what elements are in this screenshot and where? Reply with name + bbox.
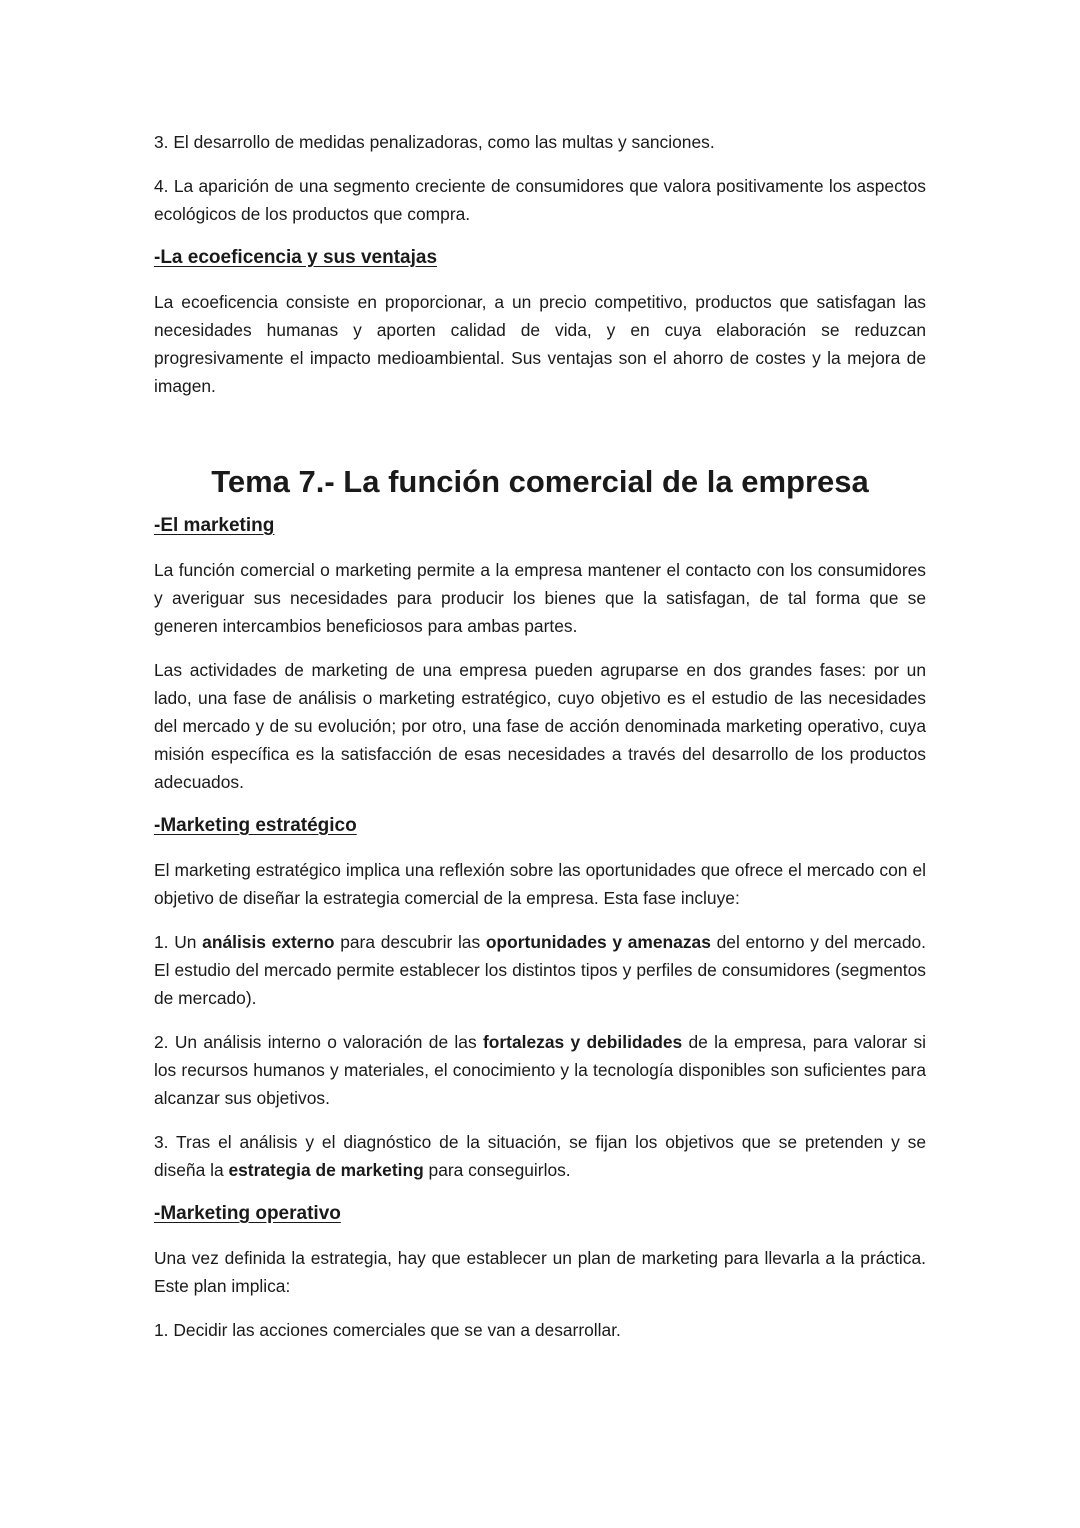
text-run: 2. Un análisis interno o valoración de las: [154, 1032, 483, 1052]
text-run: del entorno y del mercado. El estudio del mercado permite establecer los distintos tipos y perfiles de consumidores (segmentos de mercado).: [154, 932, 927, 1008]
document-page: [154, 128, 926, 1360]
paragraph-ecoeficiencia: La ecoeficencia consiste en proporcionar, a un precio competitivo, productos que satisfagan las necesidades humanas y aporten calidad de vida, y en cuya elaboración se reduzcan progresivamente el impacto medioambiental. Sus ventajas son el ahorro de costes y la mejora de imagen.: [154, 292, 926, 396]
paragraph-operativo-intro: Una vez definida la estrategia, hay que establecer un plan de marketing para llevarla a la práctica. Este plan implica:: [154, 1248, 926, 1296]
bold-term: análisis externo: [202, 932, 335, 952]
bold-term: estrategia de marketing: [228, 1160, 424, 1180]
section-heading-marketing-operativo: -Marketing operativo: [154, 1203, 341, 1224]
list-item-analisis-interno: [154, 1028, 926, 1112]
text-run: 1. Un: [154, 932, 203, 952]
list-item-estrategia: [154, 1128, 926, 1184]
list-item-analisis-externo: [154, 928, 926, 1012]
bold-term: fortalezas y debilidades: [483, 1032, 683, 1052]
list-item-ecological-consumers: 4. La aparición de una segmento creciente de consumidores que valora positivamente los aspectos ecológicos de los productos que compra.: [154, 176, 926, 224]
chapter-title: Tema 7.- La función comercial de la empresa: [211, 464, 869, 499]
list-item-acciones-comerciales: 1. Decidir las acciones comerciales que se van a desarrollar.: [154, 1320, 621, 1340]
paragraph-estrategico-intro: El marketing estratégico implica una reflexión sobre las oportunidades que ofrece el mercado con el objetivo de diseñar la estrategia comercial de la empresa. Esta fase incluye:: [154, 860, 926, 908]
text-run: de la empresa, para valorar si los recursos humanos y materiales, el conocimiento y la tecnología disponibles son suficientes para alcanzar sus objetivos.: [154, 1032, 927, 1108]
paragraph-marketing-phases: Las actividades de marketing de una empresa pueden agruparse en dos grandes fases: por un lado, una fase de análisis o marketing estratégico, cuyo objetivo es el estudio de las necesidades del mercado y de su evolución; por otro, una fase de acción denominada marketing operativo, cuya misión específica es la satisfacción de esas necesidades a través del desarrollo de los productos adecuados.: [154, 660, 926, 792]
list-item-penalizing-measures: 3. El desarrollo de medidas penalizadoras, como las multas y sanciones.: [154, 132, 715, 152]
text-run: 3. Tras el análisis y el diagnóstico de la situación, se fijan los objetivos que se pretenden y se diseña la: [154, 1132, 926, 1180]
bold-term: oportunidades y amenazas: [485, 932, 711, 952]
section-heading-marketing-estrategico: -Marketing estratégico: [154, 815, 357, 836]
text-run: para descubrir las: [334, 932, 486, 952]
paragraph-marketing-definition: La función comercial o marketing permite a la empresa mantener el contacto con los consumidores y averiguar sus necesidades para producir los bienes que la satisfagan, de tal forma que se generen intercambios beneficiosos para ambas partes.: [154, 560, 926, 636]
section-heading-marketing: -El marketing: [154, 515, 275, 536]
section-heading-ecoeficiencia: -La ecoeficencia y sus ventajas: [154, 247, 438, 268]
text-run: para conseguirlos.: [423, 1160, 571, 1180]
